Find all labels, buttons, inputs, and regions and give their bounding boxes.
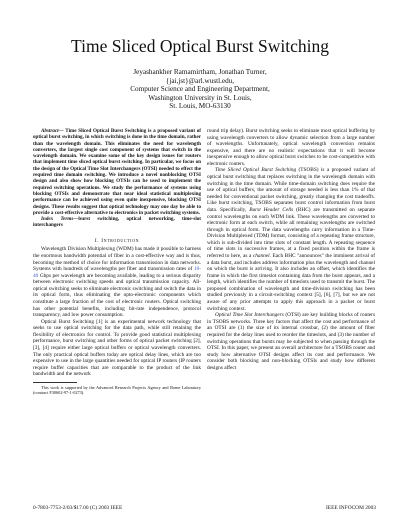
intro-paragraph-2: Optical Burst Switching [1] is an experimental network technology that seeks to use optical switching for the data path, while still retaining the flexibility of electronics for control. To provide good statistical multiplexing performance, burst switching and other forms of optical packet switching [2], [3], [4] require either large optical buffers or optical wavelength converters. The only practical optical buffers today are optical delay lines, which are too expensive to use in the large quantities needed for optical IP routers (IP routers require buffer capacities that are comparable to the product of the link bandwidth and the network: [33, 318, 201, 378]
right-p2-text-b: (BHC) are transmitted on separate control wavelengths on each WDM link. These wavelengths are converted to electronic form at each switch, while all remaining wavelengths are switched through in optical form. The data wavelengths carry information in a Time-Division Multiplexed (TDM) format, consisting of a repeating frame structure, which is sub-divided into time slots of constant length. A repeating sequence of time slots in successive frames, at a fixed position within the frame is referred to here, as a: [207, 206, 376, 259]
left-column: [33, 128, 201, 396]
index-terms: [33, 216, 201, 229]
right-p2-text-c: . Each BHC "announces" the imminent arrival of a data burst, and includes address information plus the wavelength and channel on which the burst is arriving. It also includes an offset, which identifies the frame in which the first timeslot containing data from the burst appears, and a length, which identifies the number of timeslots used to transmit the burst. The proposed combination of wavelength and time-division switching has been studied previously in a circuit-switching context [5], [6], [7], but we are not aware of any prior attempts to apply this approach in a packet or burst switching context.: [207, 252, 376, 312]
affiliation-university: Washington University in St. Louis,: [148, 93, 252, 102]
section-heading-introduction: I. Introduction: [94, 237, 140, 244]
author-names: Jeyashankher Ramamirtham, Jonathan Turner,: [133, 68, 267, 76]
index-terms-label: Index Terms: [41, 216, 74, 223]
paper-title: Time Sliced Optical Burst Switching: [71, 36, 329, 56]
right-column: [207, 128, 375, 371]
right-paragraph-3: [207, 312, 375, 371]
rate-link[interactable]: 10-40: [33, 266, 201, 279]
author-block: [0, 68, 400, 111]
abstract-label: Abstract—: [41, 128, 64, 134]
right-paragraph-1: round trip delay). Burst switching seeks to eliminate most optical buffering by using wavelength converters to allow dynamic selection from a large number of wavelengths. Unfortunately, optical wavelength conversion remains expensive, and there are no realistic expectations that it will become inexpensive enough to allow optical burst switches to be cost-competitive with electronic routers.: [207, 128, 375, 167]
right-p3-text: (OTSI) are key building blocks of routers in TSOBS networks. Three key factors that affect the cost and performance of an OTSI are (1) the size of its internal crossbar, (2) the amount of fiber required for the delay lines used to reorder the timeslots, and (3) the number of switching operations that bursts may be subjected to when passing through the OTSI. In this paper, we present an overall architecture for a TSOBS router and study how alternative OTSI designs affect its cost and performance. We consider both blocking and non-blocking OTSIs and study how different designs affect: [207, 312, 376, 371]
bhc-term: Burst Header Cells: [249, 206, 294, 213]
abstract: [33, 128, 201, 216]
affiliation-department: Computer Science and Engineering Department,: [130, 85, 270, 94]
right-paragraph-2: [207, 167, 375, 312]
funding-footnote: This work is supported by the Advanced Research Projects Agency and Rome Laboratory (contract F30602-97-1-0273).: [33, 384, 201, 396]
footer-copyright: 0-7803-7753-2/03/$17.00 (C) 2003 IEEE: [33, 505, 123, 511]
affiliation-location: St. Louis, MO-63130: [169, 102, 231, 111]
otsi-term: Optical Time Slot Interchangers: [215, 312, 284, 319]
channel-term: channel: [252, 252, 270, 259]
right-p2-text-a: (TSOBS) is a proposed variant of optical burst switching that replaces switching in the wavelength domain with switching in the time domain. While time-domain switching does require the use of optical buffers, the amount of storage needed is less than 1% of that needed for conventional packet switching, greatly changing the cost tradeoffs. Like burst switching, TSOBS separates burst control information from burst data. Specifically,: [207, 167, 375, 213]
tsobs-term: Time Sliced Optical Burst Switching: [215, 167, 297, 174]
intro-paragraph-1: [33, 246, 201, 318]
footnote-divider: [33, 382, 77, 383]
intro-p1-text-a: Wavelength Division Multiplexing (WDM) has made it possible to harness the enormous bandwidth potential of fiber in a cost-effective way and is thus, becoming the method of choice for information transmission in data networks. Systems with hundreds of wavelengths per fiber and transmission rates of: [33, 246, 201, 273]
footer-conference: IEEE INFOCOM 2003: [325, 505, 376, 511]
intro-p1-text-b: Gbps per wavelength are becoming available, leading to a serious disparity between electronic switching speeds and optical transmission capacity. All-optical switching seeks to eliminate electronic switching and switch the data in its optical form, thus eliminating the opto-electronic components which constitute a large fraction of the cost of electronic routers. Optical switching has other potential benefits, including bit-rate independence, protocol transparency, and low power consumption.: [33, 272, 201, 319]
index-terms-text: —burst switching, optical networking, time-slot interchangers: [33, 216, 201, 229]
author-emails: {jai,jst}@arl.wustl.edu,: [165, 76, 235, 85]
abstract-text: Time Sliced Optical Burst Switching is a proposed variant of optical burst switching, in which switching is done in the time domain, rather than the wavelength domain. This eliminates the need for wavelength converters, the largest single cost component of systems that switch in the wavelength domain. We examine some of the key design issues for routers that implement time sliced optical burst switching. In particular, we focus on the design of the Optical Time Slot Interchangers (OTSI) needed to effect the required time domain switching. We introduce a novel nonblocking OTSI design and also show how blocking OTSIs can be used to implement the required switching operations. We study the performance of systems using blocking OTSIs and demonstrate that near ideal statistical multiplexing performance can be achieved using even quite inexpensive, blocking OTSI designs. These results suggest that optical technology may one day be able to provide a cost-effective alternative to electronics in packet switching systems.: [33, 128, 201, 216]
